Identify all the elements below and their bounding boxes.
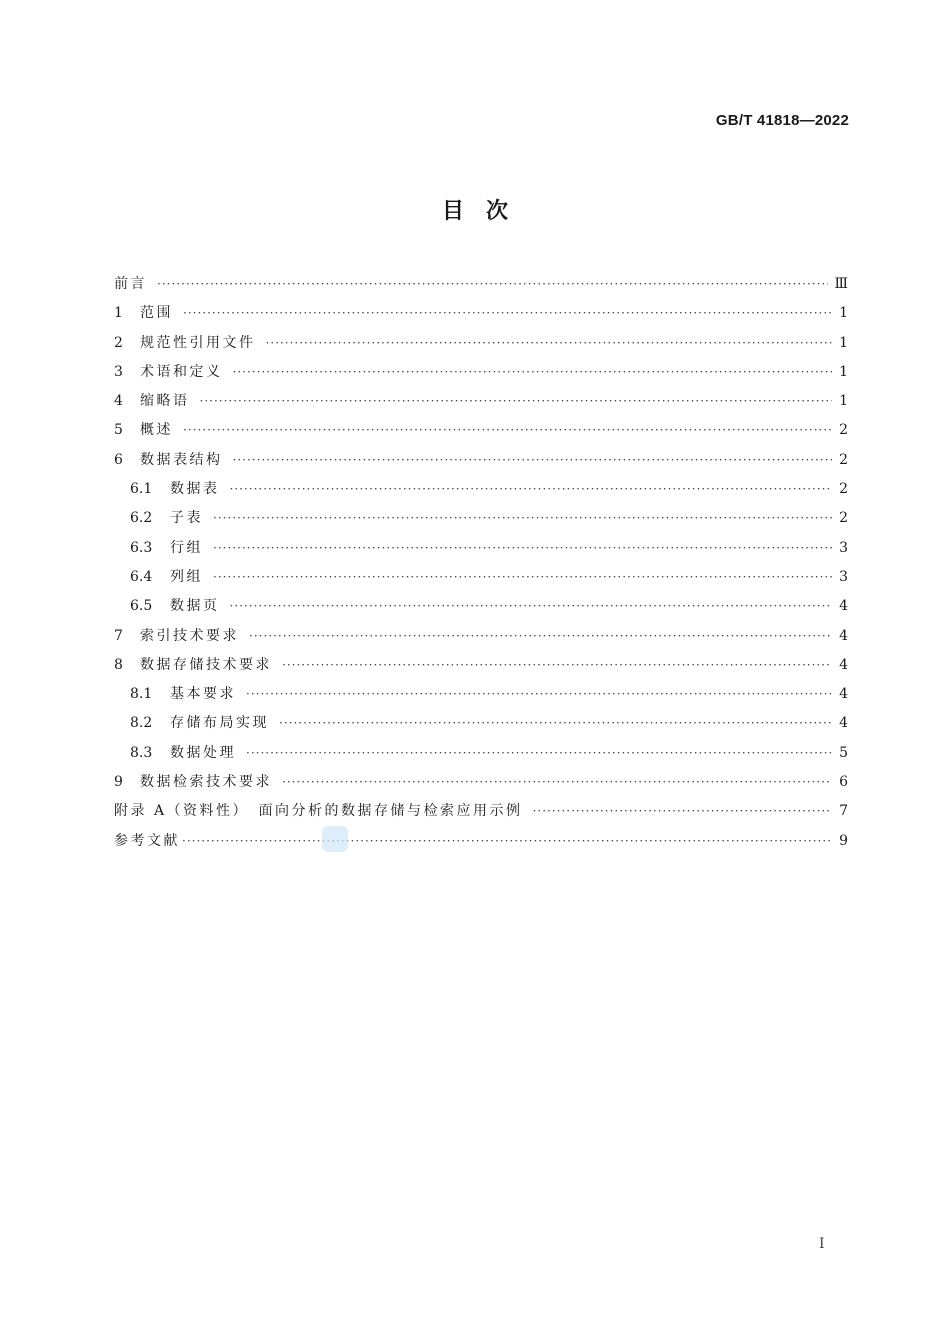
toc-entry-3[interactable] [114,358,848,387]
toc-entry-9[interactable] [114,768,848,797]
toc-entry-number: 7 [114,627,123,644]
toc-entry-label: 数据存储技术要求 [140,656,272,673]
dot-leader [279,709,832,738]
toc-entry-label: 术语和定义 [140,363,223,380]
toc-entry-5[interactable] [114,416,848,445]
toc-entry-label: 附录 A（资料性） 面向分析的数据存储与检索应用示例 [114,803,523,820]
toc-entry-label: 索引技术要求 [140,627,239,644]
toc-entry-number: 6.2 [130,510,153,527]
toc-entry-label: 基本要求 [170,686,236,703]
dot-leader [282,768,832,797]
toc-entry-label: 前言 [114,276,147,292]
toc-entry-number: 8.2 [130,715,153,732]
toc-entry-8-1[interactable] [114,680,848,709]
toc-entry-page: 2 [839,422,848,439]
toc-entry-label: 数据表结构 [140,451,223,468]
toc-entry-page: 3 [839,539,848,556]
toc-entry-8-3[interactable] [114,739,848,768]
toc-entry-6-4[interactable] [114,563,848,592]
toc-entry-number: 6 [114,451,123,468]
toc-entry-page: 2 [839,451,848,468]
toc-entry-number: 3 [114,363,123,380]
toc-entry-number: 6.3 [130,539,153,556]
standard-code: GB/T 41818—2022 [715,112,849,129]
toc-entry-page: 1 [839,363,848,380]
toc-entry-page: 4 [839,627,848,644]
dot-leader [233,358,833,387]
toc-entry-page: 4 [839,598,848,615]
toc-entry-page: 4 [839,715,848,732]
toc-entry-label: 数据页 [170,598,220,615]
dot-leader [266,329,833,358]
toc-entry-6-5[interactable] [114,592,848,621]
toc-entry-page: 9 [839,832,848,849]
toc-entry-number: 8 [114,656,123,673]
toc-entry-number: 8.1 [130,686,153,703]
toc-entry-page: 5 [839,744,848,761]
toc-entry-number: 6.1 [130,481,153,498]
dot-leader [230,592,833,621]
toc-entry-label: 参考文献 [114,832,180,849]
toc-entry-number: 9 [114,774,123,791]
dot-leader [182,827,832,856]
toc-entry-number: 1 [114,305,123,322]
toc-entry-page: 4 [839,656,848,673]
toc-entry-number: 6.5 [130,598,153,615]
toc-entry-number: 2 [114,334,123,351]
toc-entry-page: 4 [839,686,848,703]
toc-entry-page: 1 [839,393,848,410]
toc-entry-6-2[interactable] [114,504,848,533]
toc-entry-8[interactable] [114,651,848,680]
dot-leader [183,299,832,328]
toc-entry-label: 列组 [170,568,203,585]
watermark-logo-icon [322,826,348,852]
toc-entry-6-3[interactable] [114,534,848,563]
table-of-contents [114,270,848,856]
toc-entry-references[interactable] [114,827,848,856]
toc-entry-7[interactable] [114,622,848,651]
toc-entry-page: 1 [839,305,848,322]
toc-entry-4[interactable] [114,387,848,416]
toc-entry-label: 概述 [140,422,173,439]
toc-entry-8-2[interactable] [114,709,848,738]
toc-entry-number: 4 [114,393,123,410]
dot-leader [533,797,832,826]
dot-leader [233,446,833,475]
toc-entry-6[interactable] [114,446,848,475]
dot-leader [200,387,833,416]
toc-entry-label: 数据表 [170,481,220,498]
toc-entry-number: 5 [114,422,123,439]
toc-entry-6-1[interactable] [114,475,848,504]
toc-entry-label: 存储布局实现 [170,715,269,732]
dot-leader [230,475,833,504]
toc-entry-label: 规范性引用文件 [140,334,256,351]
page-number: I [819,1236,825,1252]
toc-entry-page: 6 [839,774,848,791]
dot-leader [246,739,832,768]
toc-entry-page: 2 [839,481,848,498]
toc-entry-number: 8.3 [130,744,153,761]
toc-title: 目 次 [441,199,508,224]
toc-entry-label: 数据处理 [170,744,236,761]
toc-entry-2[interactable] [114,329,848,358]
toc-entry-label: 子表 [170,510,203,527]
toc-entry-label: 缩略语 [140,393,190,410]
dot-leader [157,270,828,299]
dot-leader [213,534,832,563]
dot-leader [282,651,832,680]
dot-leader [249,622,832,651]
toc-entry-preface[interactable] [114,270,848,299]
toc-entry-label: 范围 [140,305,173,322]
toc-entry-number: 6.4 [130,568,153,585]
dot-leader [183,416,832,445]
dot-leader [246,680,832,709]
dot-leader [213,563,832,592]
toc-entry-label: 数据检索技术要求 [140,774,272,791]
toc-entry-page: 7 [839,803,848,820]
toc-entry-1[interactable] [114,299,848,328]
toc-entry-page: Ⅲ [834,276,848,292]
toc-entry-page: 3 [839,568,848,585]
toc-entry-page: 1 [839,334,848,351]
toc-entry-appendix-a[interactable] [114,797,848,826]
toc-entry-label: 行组 [170,539,203,556]
toc-entry-page: 2 [839,510,848,527]
dot-leader [213,504,832,533]
